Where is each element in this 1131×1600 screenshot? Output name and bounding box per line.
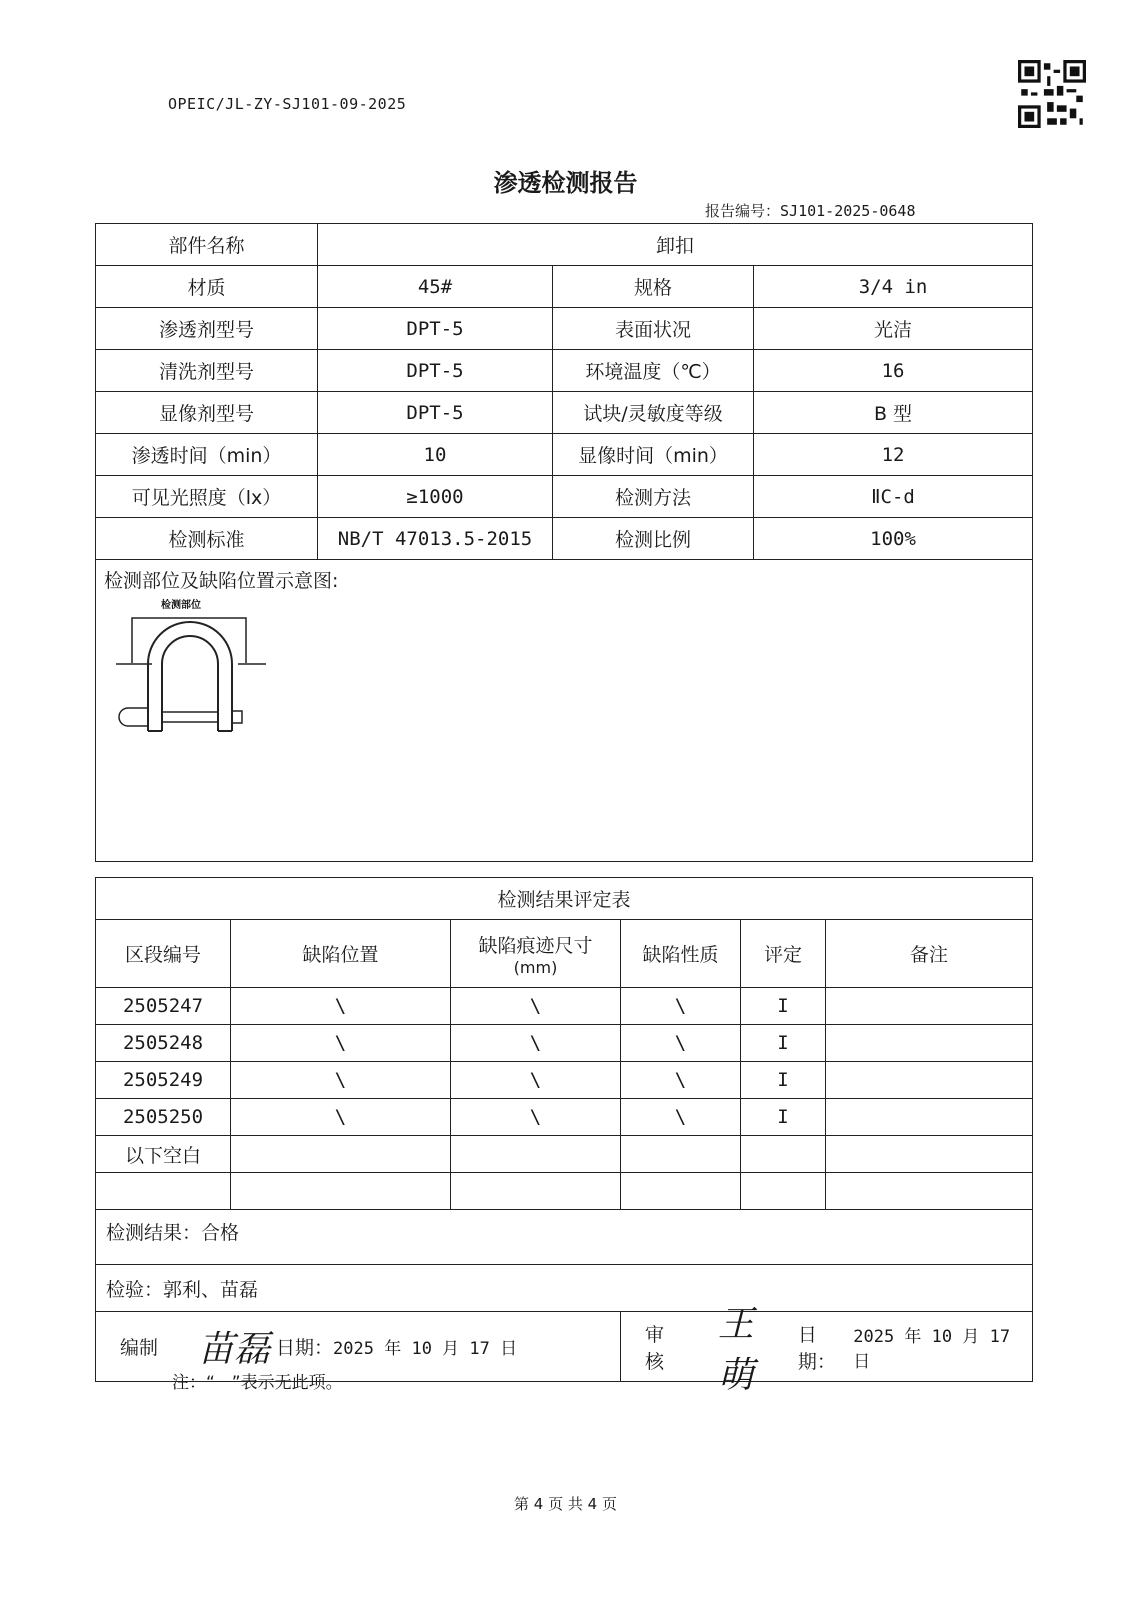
- blank-marker: 以下空白: [96, 1136, 231, 1173]
- temperature-value: 16: [754, 350, 1033, 392]
- illuminance-value: ≥1000: [318, 476, 553, 518]
- empty-cell: [621, 1136, 741, 1173]
- empty-cell: [451, 1136, 621, 1173]
- empty-cell: [826, 1136, 1033, 1173]
- section-no: 2505249: [96, 1062, 231, 1099]
- empty-cell: [231, 1136, 451, 1173]
- cleaner-row: [96, 350, 1033, 392]
- rating: I: [741, 1099, 826, 1136]
- header-defect-nature: 缺陷性质: [621, 920, 741, 988]
- report-number-label: 报告编号：: [705, 202, 781, 220]
- shackle-diagram: [116, 598, 276, 743]
- cleaner-value: DPT-5: [318, 350, 553, 392]
- inspection-info-table: [95, 223, 1033, 862]
- empty-row: [96, 1173, 1033, 1210]
- conclusion: 检测结果：合格: [96, 1210, 1033, 1265]
- empty-cell: [451, 1173, 621, 1210]
- defect-size: \: [451, 1062, 621, 1099]
- review-signature: 王萌: [717, 1303, 754, 1396]
- rating: I: [741, 1062, 826, 1099]
- penetration-time-label: 渗透时间（min）: [96, 434, 318, 476]
- empty-cell: [741, 1136, 826, 1173]
- header-remarks: 备注: [826, 920, 1033, 988]
- report-number: [705, 200, 915, 221]
- report-number-value: SJ101-2025-0648: [780, 202, 916, 220]
- empty-cell: [231, 1173, 451, 1210]
- review-cell: [621, 1303, 1033, 1396]
- illuminance-row: [96, 476, 1033, 518]
- empty-cell: [96, 1173, 231, 1210]
- table-row: [96, 1099, 1033, 1136]
- table-row: [96, 1025, 1033, 1062]
- header-defect-size-unit: (mm): [513, 957, 558, 977]
- test-block-value: B 型: [754, 392, 1033, 434]
- review-date: 2025 年 10 月 17 日: [853, 1326, 1011, 1372]
- standard-value: NB/T 47013.5-2015: [318, 518, 553, 560]
- spec-label: 规格: [553, 266, 754, 308]
- defect-location: \: [231, 1062, 451, 1099]
- header-defect-size: [451, 920, 621, 988]
- cleaner-label: 清洗剂型号: [96, 350, 318, 392]
- rating: I: [741, 988, 826, 1025]
- defect-location: \: [231, 988, 451, 1025]
- surface-value: 光洁: [754, 308, 1033, 350]
- results-title: 检测结果评定表: [96, 878, 1033, 920]
- remarks: [826, 1062, 1033, 1099]
- part-name-value: 卸扣: [318, 224, 1033, 266]
- footnote: 注：“－”表示无此项。: [172, 1373, 343, 1393]
- development-time-value: 12: [754, 434, 1033, 476]
- defect-nature: \: [621, 988, 741, 1025]
- remarks: [826, 1025, 1033, 1062]
- empty-cell: [621, 1173, 741, 1210]
- defect-nature: \: [621, 1025, 741, 1062]
- report-title: 渗透检测报告: [493, 169, 638, 197]
- material-value: 45#: [318, 266, 553, 308]
- temperature-label: 环境温度（℃）: [553, 350, 754, 392]
- illuminance-label: 可见光照度（lx）: [96, 476, 318, 518]
- prepared-date-label: 日期：: [276, 1337, 334, 1359]
- prepared-label: 编制: [120, 1337, 159, 1359]
- document-code: OPEIC/JL-ZY-SJ101-09-2025: [168, 95, 407, 113]
- spec-value: 3/4 in: [754, 266, 1033, 308]
- penetrant-label: 渗透剂型号: [96, 308, 318, 350]
- review-label: 审核: [645, 1323, 665, 1373]
- table-row: [96, 988, 1033, 1025]
- developer-label: 显像剂型号: [96, 392, 318, 434]
- remarks: [826, 988, 1033, 1025]
- defect-nature: \: [621, 1062, 741, 1099]
- section-no: 2505247: [96, 988, 231, 1025]
- test-block-label: 试块/灵敏度等级: [553, 392, 754, 434]
- ratio-label: 检测比例: [553, 518, 754, 560]
- method-label: 检测方法: [553, 476, 754, 518]
- standard-row: [96, 518, 1033, 560]
- inspectors-row: [96, 1265, 1033, 1312]
- method-value: ⅡC-d: [754, 476, 1033, 518]
- development-time-label: 显像时间（min）: [553, 434, 754, 476]
- header-defect-location: 缺陷位置: [231, 920, 451, 988]
- material-row: [96, 266, 1033, 308]
- penetrant-row: [96, 308, 1033, 350]
- empty-cell: [826, 1173, 1033, 1210]
- empty-cell: [741, 1173, 826, 1210]
- remarks: [826, 1099, 1033, 1136]
- penetrant-value: DPT-5: [318, 308, 553, 350]
- prepared-date: 2025 年 10 月 17 日: [333, 1339, 518, 1359]
- sketch-row: [96, 560, 1033, 862]
- review-date-label: 日期：: [797, 1323, 836, 1373]
- part-name-row: [96, 224, 1033, 266]
- defect-location: \: [231, 1099, 451, 1136]
- conclusion-row: [96, 1210, 1033, 1265]
- header-defect-size-label: 缺陷痕迹尺寸: [478, 934, 593, 957]
- developer-row: [96, 392, 1033, 434]
- header-section-no: 区段编号: [96, 920, 231, 988]
- qr-code-icon: [1018, 60, 1086, 128]
- surface-label: 表面状况: [553, 308, 754, 350]
- defect-nature: \: [621, 1099, 741, 1136]
- prepared-signature: 苗磊: [198, 1329, 271, 1370]
- penetration-time-value: 10: [318, 434, 553, 476]
- table-row: [96, 1062, 1033, 1099]
- time-row: [96, 434, 1033, 476]
- ratio-value: 100%: [754, 518, 1033, 560]
- defect-size: \: [451, 1099, 621, 1136]
- standard-label: 检测标准: [96, 518, 318, 560]
- inspectors: 检验：郭利、苗磊: [96, 1265, 1033, 1312]
- rating: I: [741, 1025, 826, 1062]
- sketch-cell: [96, 560, 1033, 862]
- section-no: 2505248: [96, 1025, 231, 1062]
- page-number: 第 4 页 共 4 页: [514, 1495, 617, 1513]
- sketch-label: 检测部位及缺陷位置示意图:: [104, 570, 339, 592]
- developer-value: DPT-5: [318, 392, 553, 434]
- blank-marker-row: [96, 1136, 1033, 1173]
- defect-location: \: [231, 1025, 451, 1062]
- defect-size: \: [451, 988, 621, 1025]
- results-header-row: [96, 920, 1033, 988]
- material-label: 材质: [96, 266, 318, 308]
- defect-size: \: [451, 1025, 621, 1062]
- sketch-caption: 检测部位: [161, 600, 201, 611]
- section-no: 2505250: [96, 1099, 231, 1136]
- results-title-row: [96, 878, 1033, 920]
- part-name-label: 部件名称: [96, 224, 318, 266]
- header-rating: 评定: [741, 920, 826, 988]
